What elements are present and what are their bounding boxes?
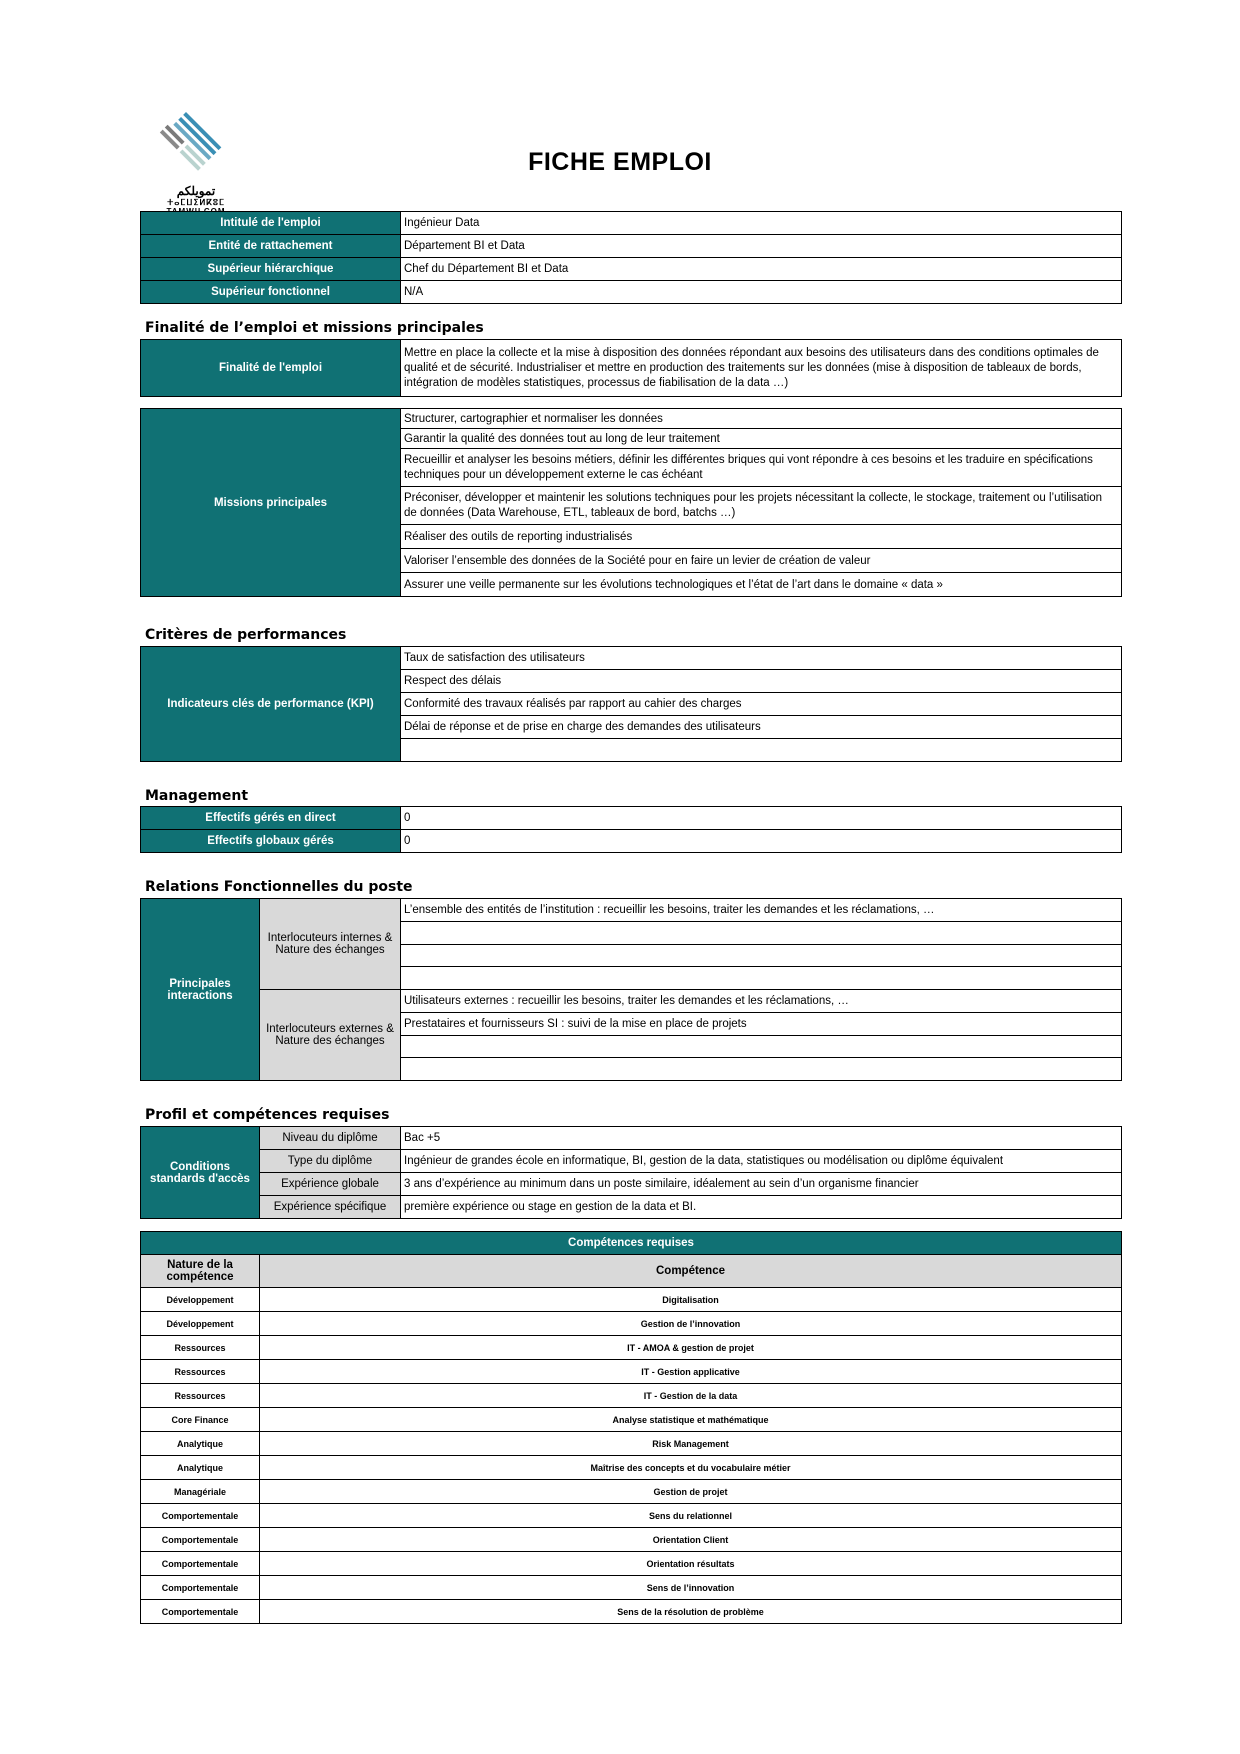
section-title-profil: Profil et compétences requises bbox=[145, 1107, 390, 1123]
label-effectifs-direct: Effectifs gérés en direct bbox=[141, 807, 401, 830]
competence-name: Digitalisation bbox=[260, 1288, 1122, 1312]
value-superieur-hierarchique: Chef du Département BI et Data bbox=[401, 258, 1122, 281]
label-kpi: Indicateurs clés de performance (KPI) bbox=[141, 647, 401, 762]
mission-item: Recueillir et analyser les besoins métiers, définir les différentes briques qui vont répondre à ces besoins et les traduire en spécifications techniques pour un développement externe le cas échéant bbox=[401, 449, 1122, 487]
competence-nature: Ressources bbox=[141, 1336, 260, 1360]
external-item bbox=[401, 1035, 1122, 1058]
mission-item: Structurer, cartographier et normaliser les données bbox=[401, 409, 1122, 429]
label-interlocuteurs-externes: Interlocuteurs externes & Nature des échanges bbox=[260, 990, 401, 1081]
table-row bbox=[141, 1336, 1122, 1360]
external-item: Utilisateurs externes : recueillir les besoins, traiter les demandes et les réclamations, … bbox=[401, 990, 1122, 1013]
logo-arabic: تمويلكم bbox=[176, 184, 216, 198]
value-effectifs-globaux: 0 bbox=[401, 830, 1122, 853]
col-header-nature: Nature de la compétence bbox=[141, 1255, 260, 1288]
section-title-relations: Relations Fonctionnelles du poste bbox=[145, 879, 413, 895]
value-niveau-diplome: Bac +5 bbox=[401, 1127, 1122, 1150]
value-experience-specifique: première expérience ou stage en gestion de la data et BI. bbox=[401, 1196, 1122, 1219]
table-row bbox=[141, 1504, 1122, 1528]
table-row bbox=[141, 1480, 1122, 1504]
value-type-diplome: Ingénieur de grandes école en informatique, BI, gestion de la data, statistiques ou modélisation ou diplôme équivalent bbox=[401, 1150, 1122, 1173]
table-row bbox=[141, 1432, 1122, 1456]
external-item bbox=[401, 1058, 1122, 1081]
label-finalite: Finalité de l'emploi bbox=[141, 340, 401, 397]
table-row bbox=[141, 1552, 1122, 1576]
mission-item: Garantir la qualité des données tout au long de leur traitement bbox=[401, 429, 1122, 449]
competences-body bbox=[141, 1288, 1122, 1624]
label-intitule: Intitulé de l'emploi bbox=[141, 212, 401, 235]
internal-item: L’ensemble des entités de l’institution : recueillir les besoins, traiter les demandes et les réclamations, … bbox=[401, 899, 1122, 922]
relations-table bbox=[140, 898, 1122, 1081]
table-row bbox=[141, 1600, 1122, 1624]
competence-name: Maîtrise des concepts et du vocabulaire métier bbox=[260, 1456, 1122, 1480]
mission-item: Valoriser l’ensemble des données de la Société pour en faire un levier de création de valeur bbox=[401, 549, 1122, 573]
kpi-item: Respect des délais bbox=[401, 670, 1122, 693]
value-finalite: Mettre en place la collecte et la mise à disposition des données répondant aux besoins des utilisateurs dans des conditions optimales de qualité et de sécurité. Industrialiser et mettre en production des traitements sur les données (mise à disposition de tableaux de bords, intégration de modèles statistiques, processus de fiabilisation de la data …) bbox=[401, 340, 1122, 397]
kpi-item: Taux de satisfaction des utilisateurs bbox=[401, 647, 1122, 670]
competence-nature: Analytique bbox=[141, 1456, 260, 1480]
finalite-table bbox=[140, 339, 1122, 397]
label-superieur-hierarchique: Supérieur hiérarchique bbox=[141, 258, 401, 281]
competence-nature: Analytique bbox=[141, 1432, 260, 1456]
competence-name: Analyse statistique et mathématique bbox=[260, 1408, 1122, 1432]
label-experience-globale: Expérience globale bbox=[260, 1173, 401, 1196]
value-entite: Département BI et Data bbox=[401, 235, 1122, 258]
internal-item bbox=[401, 944, 1122, 967]
competence-nature: Comportementale bbox=[141, 1576, 260, 1600]
table-row bbox=[141, 1408, 1122, 1432]
competence-name: Orientation Client bbox=[260, 1528, 1122, 1552]
label-entite: Entité de rattachement bbox=[141, 235, 401, 258]
table-row bbox=[141, 1312, 1122, 1336]
mission-item: Réaliser des outils de reporting industrialisés bbox=[401, 525, 1122, 549]
internal-item bbox=[401, 967, 1122, 990]
value-effectifs-direct: 0 bbox=[401, 807, 1122, 830]
kpi-item: Conformité des travaux réalisés par rapport au cahier des charges bbox=[401, 693, 1122, 716]
kpi-item bbox=[401, 739, 1122, 762]
label-conditions-acces: Conditions standards d'accès bbox=[141, 1127, 260, 1219]
label-missions: Missions principales bbox=[141, 409, 401, 597]
col-header-competence: Compétence bbox=[260, 1255, 1122, 1288]
label-superieur-fonctionnel: Supérieur fonctionnel bbox=[141, 281, 401, 304]
management-table bbox=[140, 806, 1122, 853]
competence-nature: Core Finance bbox=[141, 1408, 260, 1432]
competence-nature: Développement bbox=[141, 1288, 260, 1312]
label-niveau-diplome: Niveau du diplôme bbox=[260, 1127, 401, 1150]
table-row bbox=[141, 1456, 1122, 1480]
competence-nature: Comportementale bbox=[141, 1552, 260, 1576]
section-title-finalite: Finalité de l’emploi et missions principales bbox=[145, 320, 484, 336]
competence-nature: Ressources bbox=[141, 1384, 260, 1408]
competence-nature: Ressources bbox=[141, 1360, 260, 1384]
internal-item bbox=[401, 921, 1122, 944]
competence-name: IT - Gestion applicative bbox=[260, 1360, 1122, 1384]
table-row bbox=[141, 1528, 1122, 1552]
competence-nature: Comportementale bbox=[141, 1504, 260, 1528]
external-item: Prestataires et fournisseurs SI : suivi de la mise en place de projets bbox=[401, 1012, 1122, 1035]
kpi-item: Délai de réponse et de prise en charge des demandes des utilisateurs bbox=[401, 716, 1122, 739]
competence-name: Sens de l’innovation bbox=[260, 1576, 1122, 1600]
competence-name: Orientation résultats bbox=[260, 1552, 1122, 1576]
competence-name: IT - Gestion de la data bbox=[260, 1384, 1122, 1408]
section-title-performances: Critères de performances bbox=[145, 627, 347, 643]
competence-name: IT - AMOA & gestion de projet bbox=[260, 1336, 1122, 1360]
competence-nature: Comportementale bbox=[141, 1528, 260, 1552]
competence-nature: Managériale bbox=[141, 1480, 260, 1504]
kpi-table bbox=[140, 646, 1122, 762]
label-experience-specifique: Expérience spécifique bbox=[260, 1196, 401, 1219]
table-row bbox=[141, 1288, 1122, 1312]
profil-table bbox=[140, 1126, 1122, 1219]
label-type-diplome: Type du diplôme bbox=[260, 1150, 401, 1173]
table-row bbox=[141, 1360, 1122, 1384]
table-row bbox=[141, 1576, 1122, 1600]
competence-name: Sens du relationnel bbox=[260, 1504, 1122, 1528]
competences-title: Compétences requises bbox=[141, 1232, 1122, 1255]
table-row bbox=[141, 1384, 1122, 1408]
label-effectifs-globaux: Effectifs globaux gérés bbox=[141, 830, 401, 853]
competence-name: Risk Management bbox=[260, 1432, 1122, 1456]
competence-nature: Comportementale bbox=[141, 1600, 260, 1624]
missions-table bbox=[140, 408, 1122, 597]
logo-tifinagh: ⵜⴰⵎⵡⵉⵍⴽⵓⵎ bbox=[167, 198, 225, 207]
identification-table bbox=[140, 211, 1122, 304]
competence-nature: Développement bbox=[141, 1312, 260, 1336]
value-intitule: Ingénieur Data bbox=[401, 212, 1122, 235]
section-title-management: Management bbox=[145, 788, 249, 804]
competence-name: Gestion de l’innovation bbox=[260, 1312, 1122, 1336]
competence-name: Sens de la résolution de problème bbox=[260, 1600, 1122, 1624]
value-superieur-fonctionnel: N/A bbox=[401, 281, 1122, 304]
value-experience-globale: 3 ans d’expérience au minimum dans un poste similaire, idéalement au sein d’un organisme financier bbox=[401, 1173, 1122, 1196]
competence-name: Gestion de projet bbox=[260, 1480, 1122, 1504]
mission-item: Préconiser, développer et maintenir les solutions techniques pour les projets nécessitant la collecte, le stockage, traitement ou l’utilisation de données (Data Warehouse, ETL, tableaux de bord, batchs …) bbox=[401, 487, 1122, 525]
label-principales-interactions: Principales interactions bbox=[141, 899, 260, 1081]
page-title: FICHE EMPLOI bbox=[528, 148, 712, 176]
mission-item: Assurer une veille permanente sur les évolutions technologiques et l’état de l’art dans le domaine « data » bbox=[401, 573, 1122, 597]
competences-table bbox=[140, 1231, 1122, 1624]
label-interlocuteurs-internes: Interlocuteurs internes & Nature des échanges bbox=[260, 899, 401, 990]
